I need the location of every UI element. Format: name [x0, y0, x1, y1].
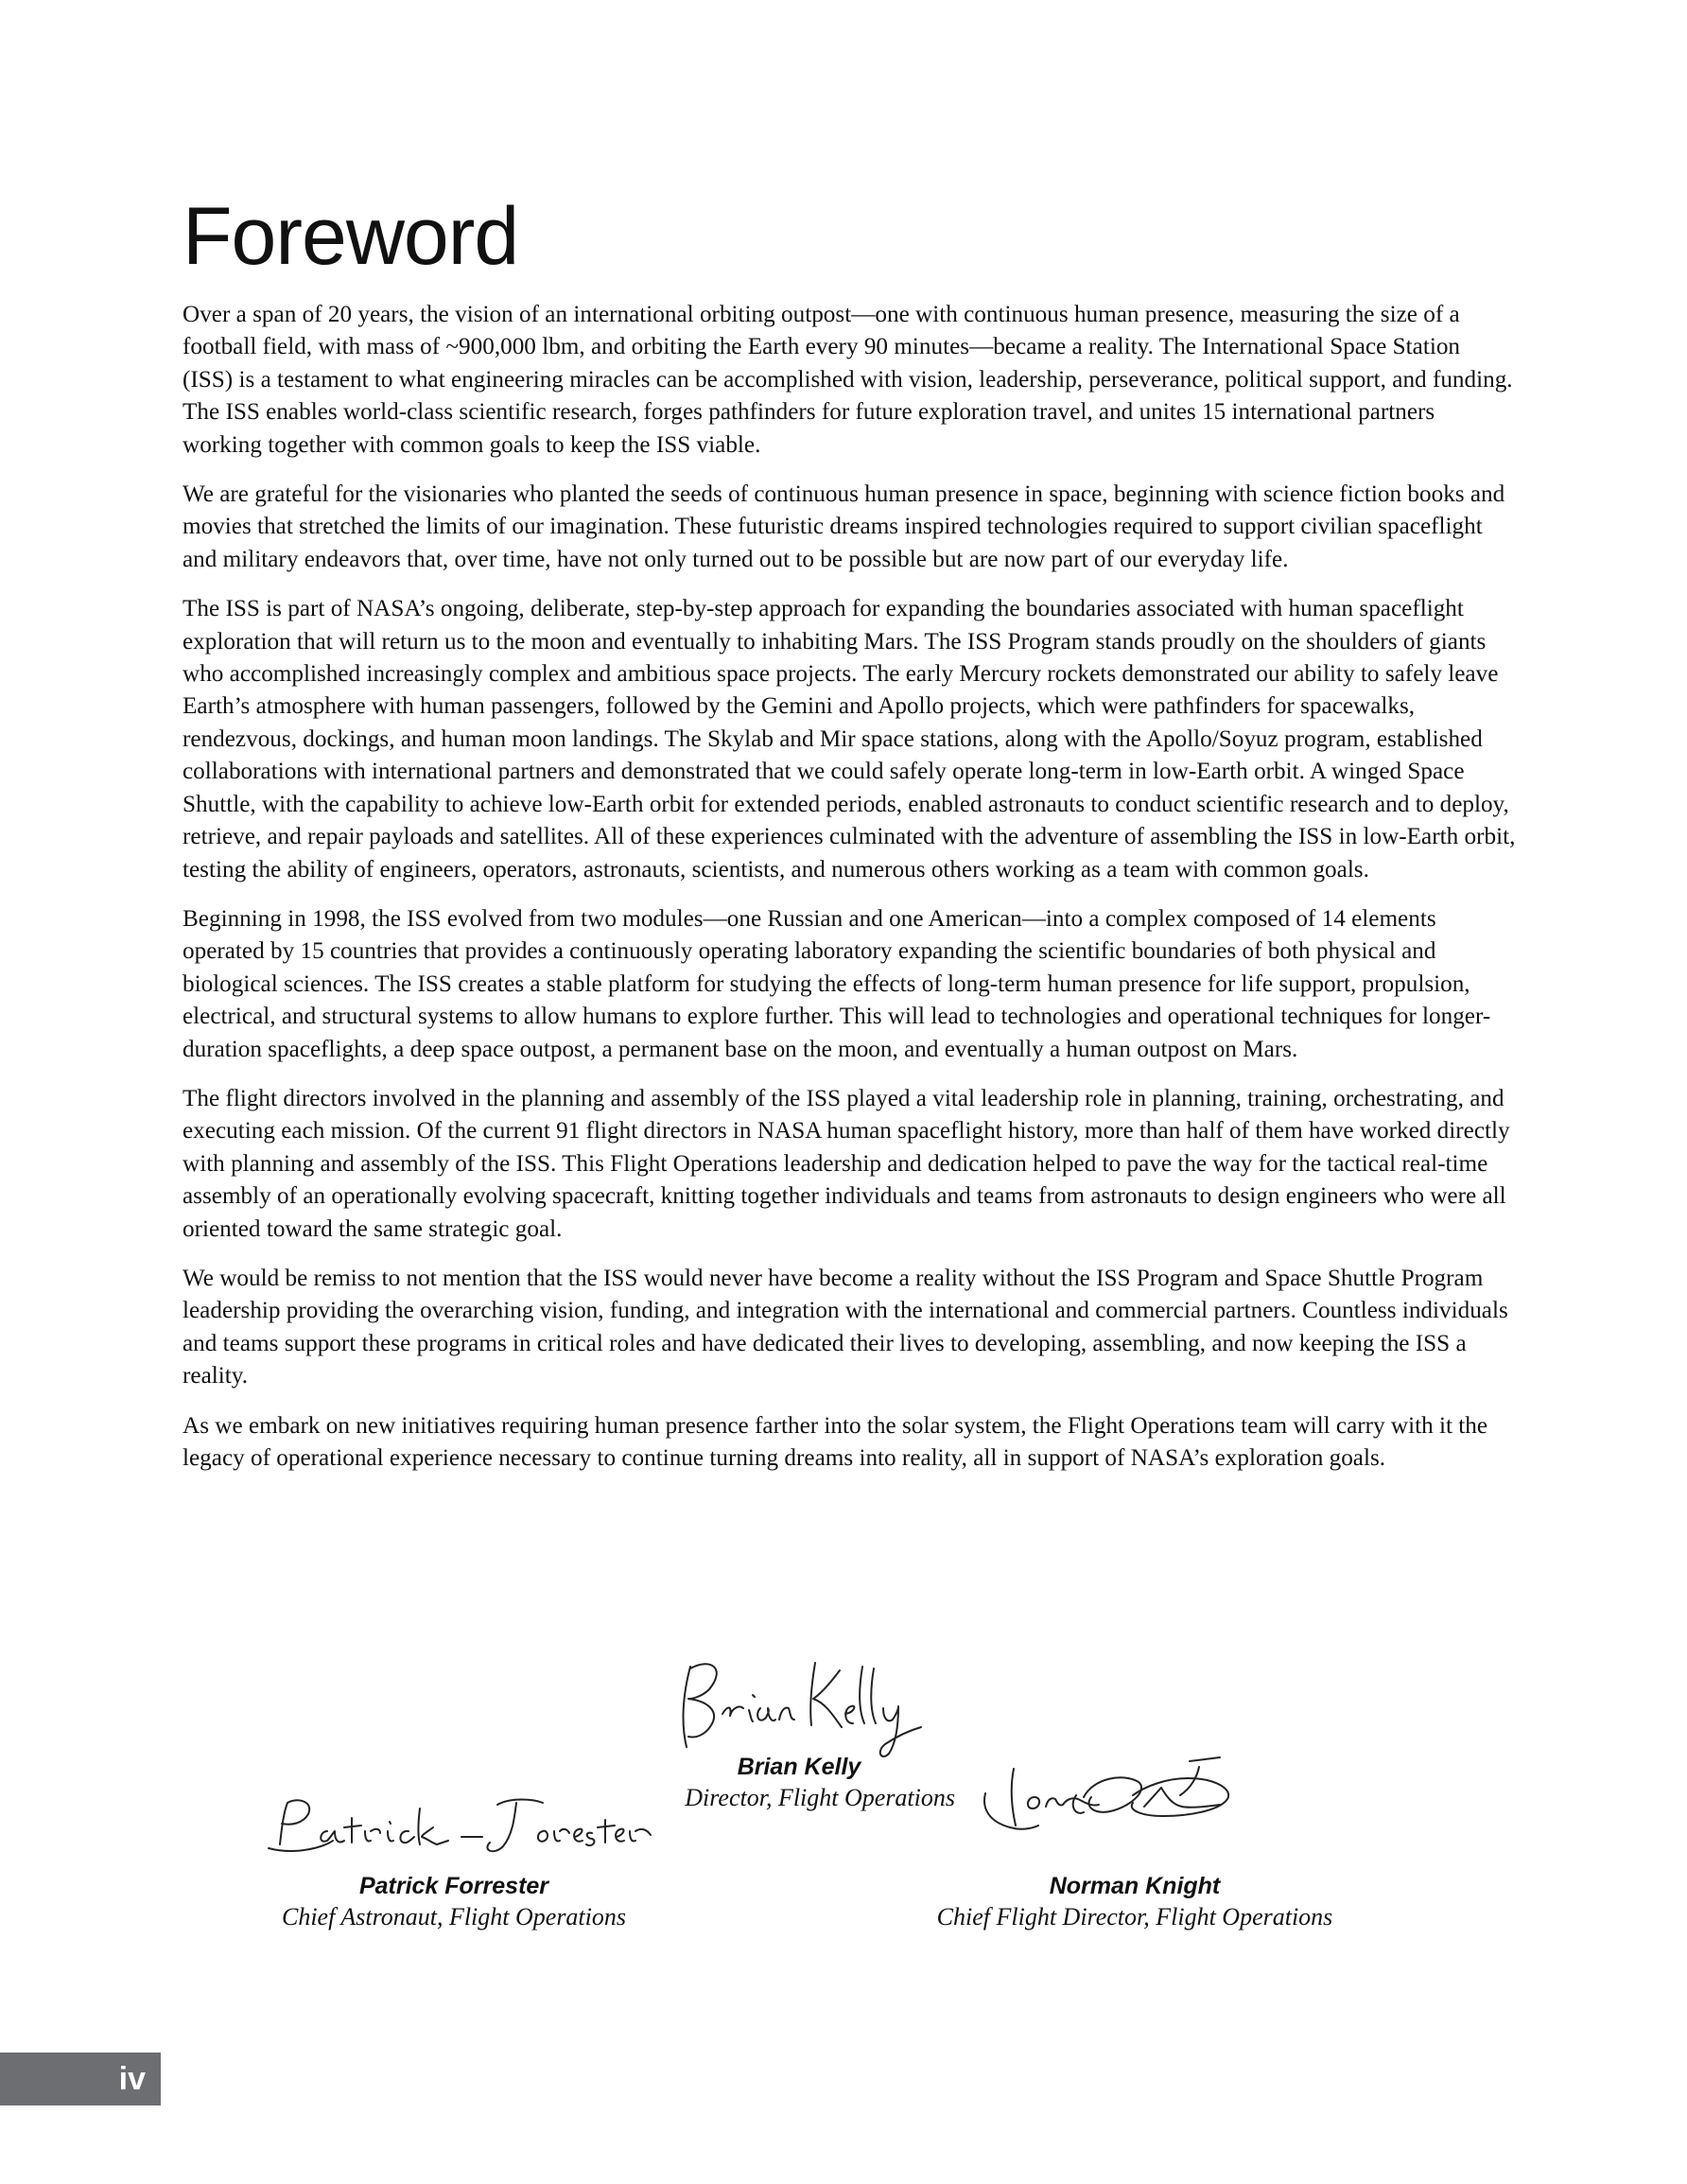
norman-knight-signature	[972, 1750, 1284, 1854]
brian-kelly-signature	[673, 1648, 938, 1761]
paragraph: Beginning in 1998, the ISS evolved from two modules—one Russian and one American—into a complex composed of 14 elements operated by 15 countries that provides a continuously operating laboratory expanding the scientific boundaries of both physical and biological sciences. The ISS creates a stable platform for studying the effects of long-term human presence for life support, propulsion, electrical, and structural systems to allow humans to explore further. This will lead to technologies and operational techniques for longer-duration spaceflights, a deep space outpost, a permanent base on the moon, and eventually a human outpost on Mars.	[183, 905, 1491, 1062]
paragraph: The ISS is part of NASA’s ongoing, deliberate, step-by-step approach for expanding the boundaries associated with human spaceflight exploration that will return us to the moon and eventually to inhabiting Mars. The ISS Program stands proudly on the shoulders of giants who accomplished increasingly complex and ambitious space projects. The early Mercury rockets demonstrated our ability to safely leave Earth’s atmosphere with human passengers, followed by the Gemini and Apollo projects, which were pathfinders for spacewalks, rendezvous, dockings, and human moon landings. The Skylab and Mir space stations, along with the Apollo/Soyuz program, established collaborations with international partners and demonstrated that we could safely operate long-term in low-Earth orbit. A winged Space Shuttle, with the capability to achieve low-Earth orbit for extended periods, enabled astronauts to conduct scientific research and to deploy, retrieve, and repair payloads and satellites. All of these experiences culminated with the adventure of assembling the ISS in low-Earth orbit, testing the ability of engineers, operators, astronauts, scientists, and numerous others working as a team with common goals.	[183, 596, 1516, 882]
page-title: Foreword	[183, 191, 519, 282]
signatory-patrick-forrester	[246, 1871, 662, 1933]
signatory-brian-kelly	[643, 1752, 955, 1814]
page-number: iv	[118, 2061, 146, 2097]
paragraph: Over a span of 20 years, the vision of an international orbiting outpost—one with continuous human presence, measuring the size of a football field, with mass of ~900,000 lbm, and orbiting the Earth every 90 minutes—became a reality. The International Space Station (ISS) is a testament to what engineering miracles can be accomplished with vision, leadership, perseverance, political support, and funding. The ISS enables world-class scientific research, forges pathfinders for future exploration travel, and unites 15 international partners working together with common goals to keep the ISS viable.	[183, 302, 1513, 458]
signatory-role: Chief Astronaut, Flight Operations	[281, 1903, 626, 1931]
paragraph: We would be remiss to not mention that the ISS would never have become a reality without the ISS Program and Space Shuttle Program leadership providing the overarching vision, funding, and integration with the international and commercial partners. Countless individuals and teams support these programs in critical roles and have dedicated their lives to developing, assembling, and now keeping the ISS a reality.	[183, 1265, 1508, 1389]
signatory-name: Norman Knight	[1049, 1873, 1221, 1899]
signatory-norman-knight	[908, 1871, 1362, 1933]
patrick-forrester-signature	[259, 1790, 656, 1865]
page-number-tab	[0, 2053, 161, 2105]
signatory-name: Patrick Forrester	[358, 1873, 549, 1899]
signatory-name: Brian Kelly	[737, 1754, 861, 1780]
foreword-body	[183, 299, 1516, 1492]
paragraph: As we embark on new initiatives requiring human presence farther into the solar system, the Flight Operations team will carry with it the legacy of operational experience necessary to continue turning dreams into reality, all in support of NASA’s exploration goals.	[183, 1412, 1488, 1471]
signatory-role: Chief Flight Director, Flight Operations	[936, 1903, 1333, 1931]
paragraph: The flight directors involved in the planning and assembly of the ISS played a vital leadership role in planning, training, orchestrating, and executing each mission. Of the current 91 flight directors in NASA human spaceflight history, more than half of them have worked directly with planning and assembly of the ISS. This Flight Operations leadership and dedication helped to pave the way for the tactical real-time assembly of an operationally evolving spacecraft, knitting together individuals and teams from astronauts to design engineers who were all oriented toward the same strategic goal.	[183, 1085, 1510, 1242]
signatory-role: Director, Flight Operations	[685, 1784, 955, 1811]
paragraph: We are grateful for the visionaries who planted the seeds of continuous human presence in space, beginning with science fiction books and movies that stretched the limits of our imagination. These futuristic dreams inspired technologies required to support civilian spaceflight and military endeavors that, over time, have not only turned out to be possible but are now part of our everyday life.	[183, 481, 1505, 572]
